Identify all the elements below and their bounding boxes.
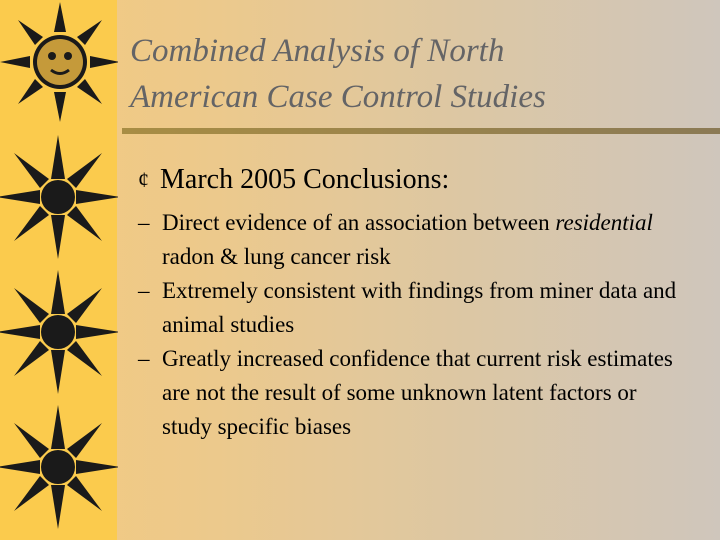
sub-bullet-item [138, 342, 708, 444]
sunburst-icon [0, 400, 118, 535]
emphasized-word: residential [555, 210, 653, 235]
dash-marker: – [138, 210, 150, 235]
sub-bullet-text-part: Direct evidence of an association between [162, 210, 556, 235]
sub-bullet-item [138, 274, 708, 342]
slide-body [138, 160, 708, 444]
sunburst-icon [0, 265, 118, 400]
sub-bullet-item [138, 206, 708, 274]
sub-bullet-text: Greatly increased confidence that current risk estimates are not the result of some unknown latent factors or study specific biases [162, 346, 673, 439]
dash-marker: – [138, 346, 150, 371]
sunburst-icon [0, 130, 118, 265]
bullet-icon: ¢ [138, 167, 149, 192]
sun-face-icon [0, 0, 118, 130]
slide-title-line-1: Combined Analysis of North [130, 33, 505, 69]
sub-bullet-text [162, 206, 682, 274]
sub-bullet-text-part: radon & lung cancer risk [162, 244, 391, 269]
slide-title [130, 28, 710, 120]
slide-title-line-2: American Case Control Studies [130, 79, 546, 115]
main-bullet-text: March 2005 Conclusions: [160, 164, 450, 195]
main-bullet [138, 160, 708, 200]
sub-bullet-list [138, 206, 708, 444]
dash-marker: – [138, 278, 150, 303]
title-divider [122, 128, 720, 134]
sub-bullet-text: Extremely consistent with findings from miner data and animal studies [162, 278, 677, 337]
